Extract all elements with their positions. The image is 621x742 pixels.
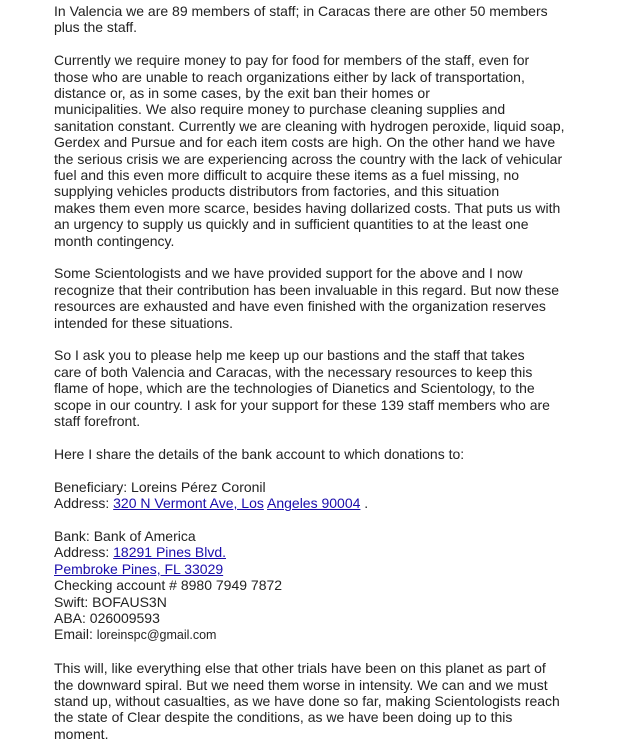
bank-address xyxy=(54,544,609,560)
text-line: sanitation constant. Currently we are cleaning with hydrogen peroxide, liquid soap, xyxy=(54,117,565,134)
address-suffix: . xyxy=(360,495,369,512)
beneficiary-name: Beneficiary: Loreins Pérez Coronil xyxy=(54,478,266,495)
text-line: So I ask you to please help me keep up our bastions and the staff that takes xyxy=(54,347,525,364)
bank-name: Bank: Bank of America xyxy=(54,527,196,544)
email-address: loreinspc@gmail.com xyxy=(96,628,217,643)
text-line: staff forefront. xyxy=(54,413,141,430)
text-line: flame of hope, which are the technologies of Dianetics and Scientology, to the xyxy=(54,380,535,397)
text-line: Some Scientologists and we have provided support for the above and I now xyxy=(54,265,523,282)
text-line: the serious crisis we are experiencing across the country with the lack of vehicular xyxy=(54,150,563,167)
text-line: intended for these situations. xyxy=(54,314,234,331)
email-label: Email: xyxy=(54,626,97,643)
paragraph-bank-intro xyxy=(54,446,609,462)
text-line: resources are exhausted and have even finished with the organization reserves xyxy=(54,298,546,315)
checking-account: Checking account # 8980 7949 7872 xyxy=(54,577,283,594)
address-label: Address: xyxy=(54,544,114,561)
text-line: plus the staff. xyxy=(54,19,138,36)
text-line: supplying vehicles products distributors from factories, and this situation xyxy=(54,183,500,200)
text-line: care of both Valencia and Caracas, with the necessary resources to keep this xyxy=(54,363,533,380)
address-link-street[interactable]: 320 N Vermont Ave, Los xyxy=(113,495,264,512)
paragraph-request xyxy=(54,347,609,429)
email-line xyxy=(54,626,609,643)
bank-block xyxy=(54,528,609,644)
text-line: makes them even more scarce, besides having dollarized costs. That puts us with xyxy=(54,199,561,216)
text-line: Gerdex and Pursue and for each item costs are high. On the other hand we have xyxy=(54,134,556,151)
text-line: In Valencia we are 89 members of staff; in Caracas there are other 50 members xyxy=(54,3,548,19)
text-line: the downward spiral. But we need them worse in intensity. We can and we must xyxy=(54,676,548,693)
text-line: an urgency to supply us quickly and in sufficient quantities to at the least one xyxy=(54,216,529,233)
beneficiary-block xyxy=(54,479,609,512)
text-line: distance or, as in some cases, by the exit ban their homes or xyxy=(54,85,430,102)
swift-code: Swift: BOFAUS3N xyxy=(54,593,167,610)
text-line: the state of Clear despite the conditions, as we have been doing up to this xyxy=(54,709,513,726)
bank-address-link-city[interactable]: Pembroke Pines, FL 33029 xyxy=(54,560,224,577)
text-line: month contingency. xyxy=(54,232,175,249)
text-line: stand up, without casualties, as we have done so far, making Scientologists reach xyxy=(54,692,560,709)
text-line: recognize that their contribution has been invaluable in this regard. But now these xyxy=(54,281,560,298)
text-line: Here I share the details of the bank account to which donations to: xyxy=(54,445,465,462)
address-link-city[interactable]: Angeles 90004 xyxy=(267,495,361,512)
paragraph-support xyxy=(54,265,609,331)
bank-address-link-street[interactable]: 18291 Pines Blvd. xyxy=(113,544,226,561)
text-line: This will, like everything else that other trials have been on this planet as part of xyxy=(54,660,546,677)
text-line: scope in our country. I ask for your support for these 139 staff members who are xyxy=(54,396,550,413)
address-label: Address: xyxy=(54,495,114,512)
beneficiary-address xyxy=(54,495,609,511)
text-line: municipalities. We also require money to purchase cleaning supplies and xyxy=(54,101,506,118)
text-line: those who are unable to reach organizations either by lack of transportation, xyxy=(54,68,525,85)
bank-address-line-2 xyxy=(54,561,609,577)
text-line: fuel and this even more difficult to acquire these items as a fuel missing, no xyxy=(54,167,520,184)
paragraph-staff-count xyxy=(54,3,609,36)
paragraph-needs xyxy=(54,52,609,249)
aba-number: ABA: 026009593 xyxy=(54,609,160,626)
paragraph-closing xyxy=(54,660,609,742)
text-line: Currently we require money to pay for food for members of the staff, even for xyxy=(54,52,530,69)
text-line: moment. xyxy=(54,725,109,742)
